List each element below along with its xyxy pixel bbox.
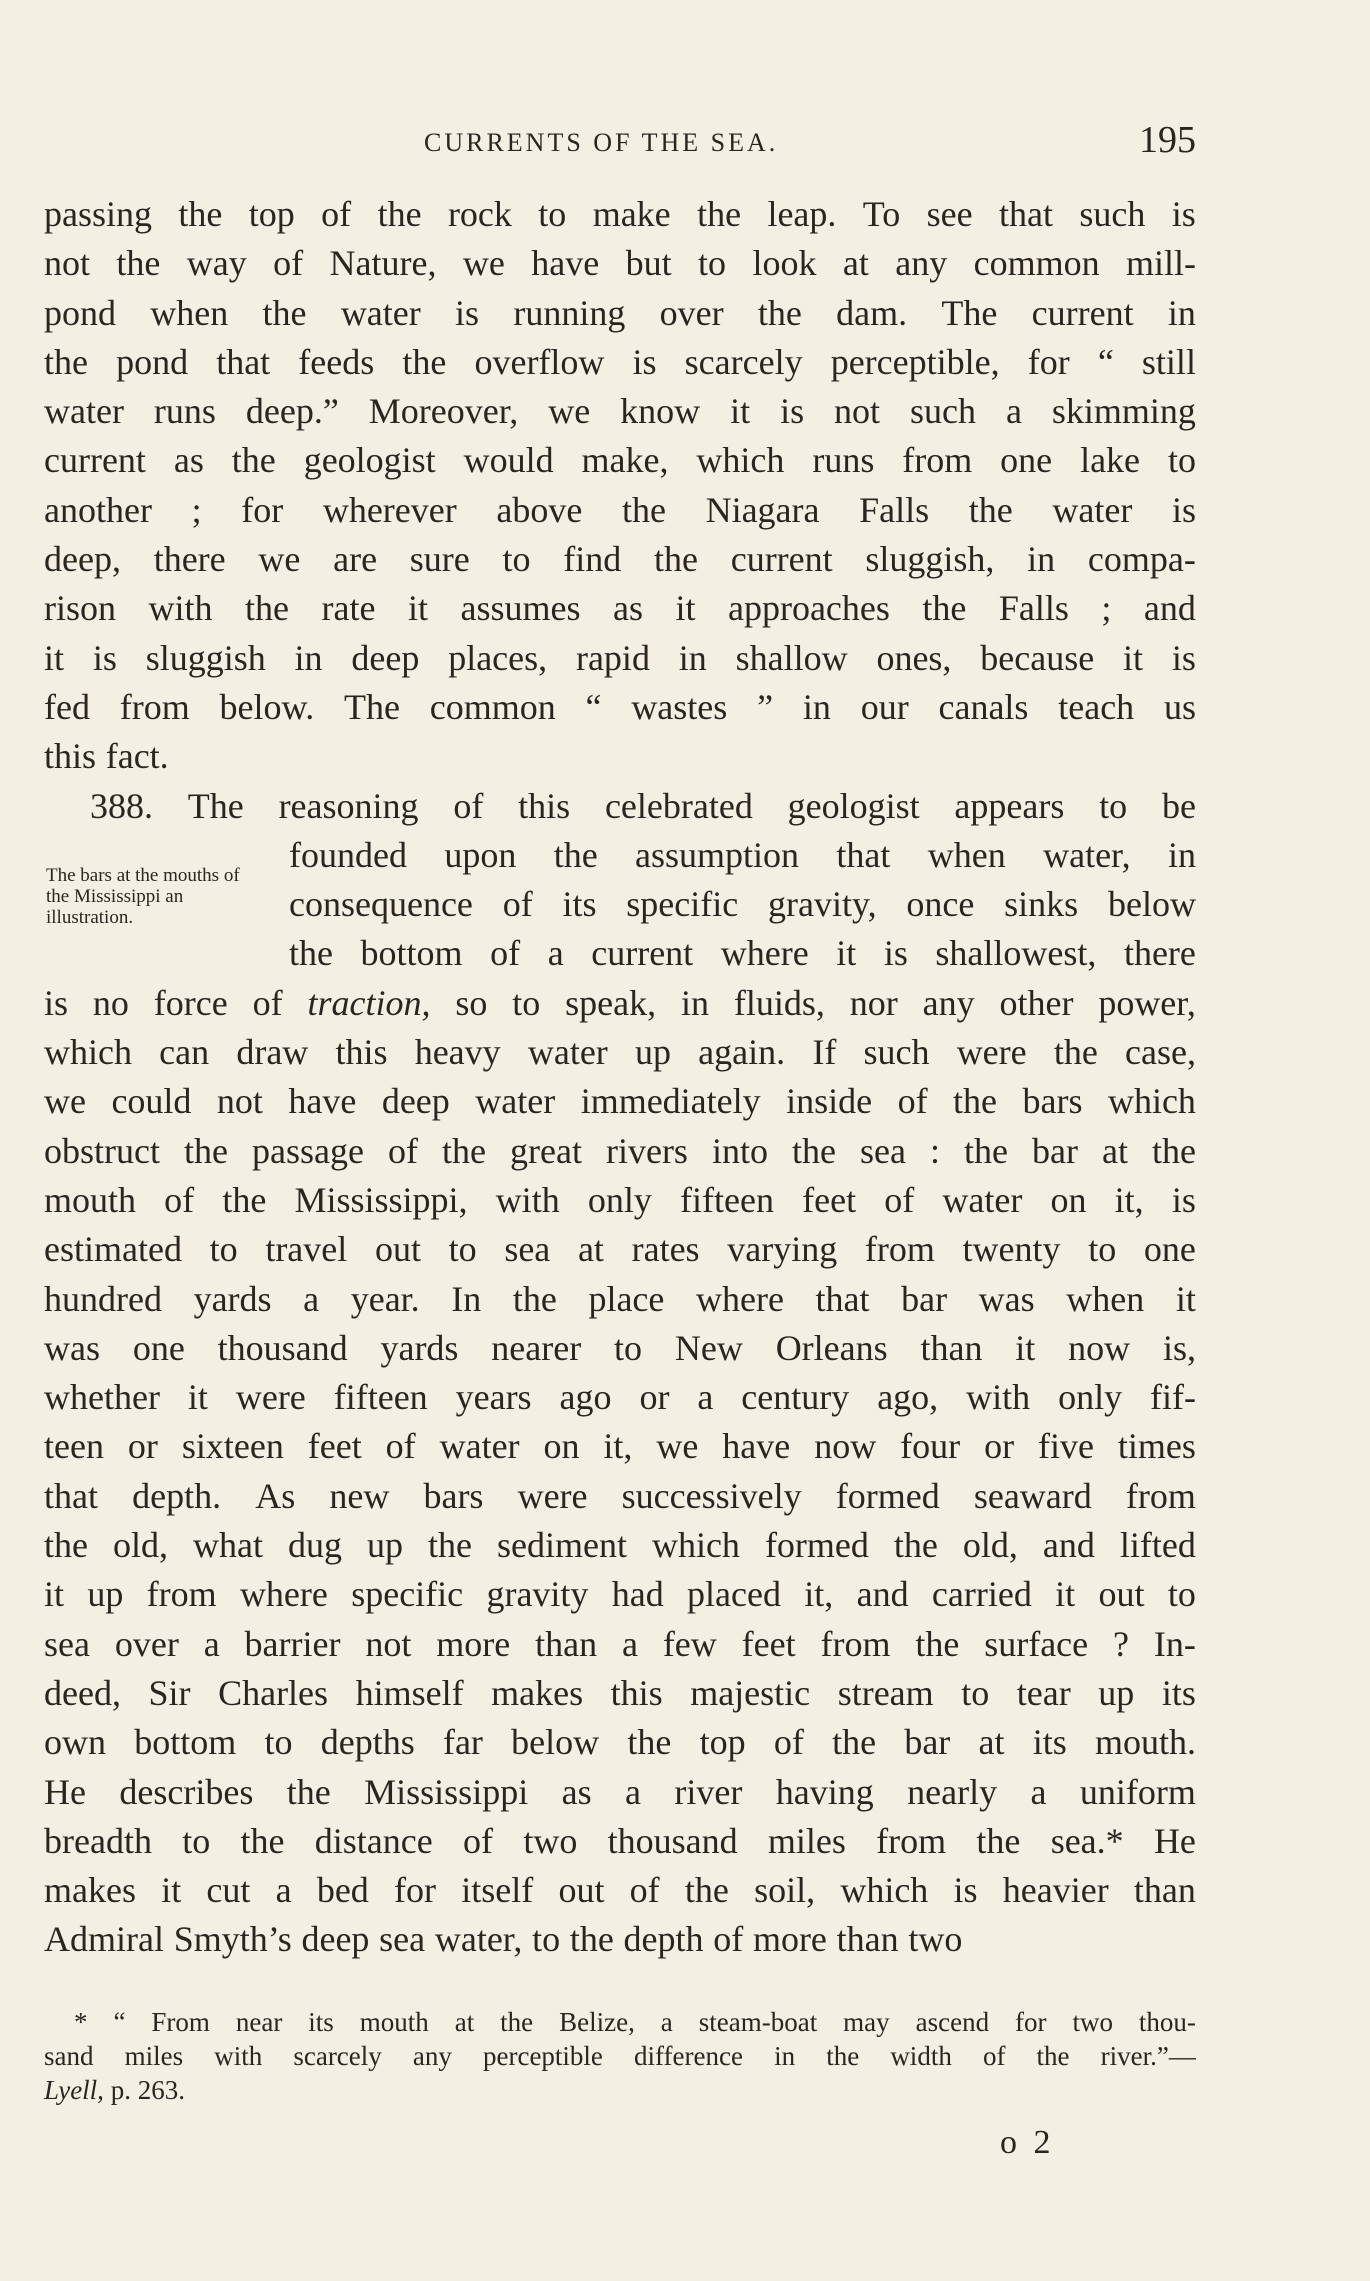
text-line: mouth of the Mississippi, with only fifteen feet of water on it, is bbox=[44, 1179, 1196, 1220]
text-line: current as the geologist would make, which runs from one lake to bbox=[44, 440, 1196, 481]
text-line: was one thousand yards nearer to New Orleans than it now is, bbox=[44, 1327, 1196, 1368]
text-line: the bottom of a current where it is shallowest, there bbox=[289, 933, 1196, 974]
text-line: this fact. bbox=[44, 736, 169, 777]
text-line: 388. The reasoning of this celebrated geologist appears to be bbox=[90, 785, 1196, 826]
text-line: sea over a barrier not more than a few feet from the surface ? In- bbox=[44, 1623, 1196, 1664]
body-text bbox=[44, 190, 1196, 1965]
signature-mark: o 2 bbox=[1000, 2124, 1055, 2161]
text-line: we could not have deep water immediately inside of the bars which bbox=[44, 1081, 1196, 1122]
text-line: makes it cut a bed for itself out of the soil, which is heavier than bbox=[44, 1870, 1196, 1911]
text-line: teen or sixteen feet of water on it, we have now four or five times bbox=[44, 1426, 1196, 1467]
text-line: Admiral Smyth’s deep sea water, to the depth of more than two bbox=[44, 1919, 963, 1960]
text-line: the pond that feeds the overflow is scarcely perceptible, for “ still bbox=[44, 341, 1196, 382]
text-line: water runs deep.” Moreover, we know it is not such a skimming bbox=[44, 391, 1196, 432]
footnote-line: Lyell, p. 263. bbox=[44, 2075, 185, 2105]
text-line: own bottom to depths far below the top of the bar at its mouth. bbox=[44, 1722, 1196, 1763]
text-line: deep, there we are sure to find the current sluggish, in compa- bbox=[44, 539, 1196, 580]
text-line: breadth to the distance of two thousand miles from the sea.* He bbox=[44, 1820, 1196, 1861]
text-line: pond when the water is running over the dam. The current in bbox=[44, 292, 1196, 333]
text-line: whether it were fifteen years ago or a century ago, with only fif- bbox=[44, 1377, 1196, 1418]
text-line: rison with the rate it assumes as it approaches the Falls ; and bbox=[44, 588, 1196, 629]
text-line: founded upon the assumption that when water, in bbox=[289, 834, 1196, 875]
text-line: He describes the Mississippi as a river having nearly a uniform bbox=[44, 1771, 1196, 1812]
text-line: it up from where specific gravity had placed it, and carried it out to bbox=[44, 1574, 1196, 1615]
text-line: the old, what dug up the sediment which formed the old, and lifted bbox=[44, 1525, 1196, 1566]
text-line: is no force of traction, so to speak, in fluids, nor any other power, bbox=[44, 982, 1196, 1023]
text-line: estimated to travel out to sea at rates varying from twenty to one bbox=[44, 1229, 1196, 1270]
margin-note: The bars at the mouths of the Mississippi an illustration. bbox=[46, 865, 240, 928]
footnote-line: sand miles with scarcely any perceptible difference in the width of the river.”— bbox=[44, 2041, 1196, 2071]
text-line: fed from below. The common “ wastes ” in our canals teach us bbox=[44, 686, 1196, 727]
running-head: CURRENTS OF THE SEA. bbox=[424, 128, 779, 157]
footnote bbox=[44, 2005, 1196, 2107]
page-header bbox=[44, 118, 1196, 168]
footnote-line: * “ From near its mouth at the Belize, a steam-boat may ascend for two thou- bbox=[74, 2007, 1196, 2037]
text-line: deed, Sir Charles himself makes this majestic stream to tear up its bbox=[44, 1672, 1196, 1713]
text-line: it is sluggish in deep places, rapid in shallow ones, because it is bbox=[44, 637, 1196, 678]
page-number: 195 bbox=[1139, 119, 1196, 161]
text-line: consequence of its specific gravity, once sinks below bbox=[289, 884, 1196, 925]
text-line: another ; for wherever above the Niagara Falls the water is bbox=[44, 489, 1196, 530]
text-line: which can draw this heavy water up again. If such were the case, bbox=[44, 1032, 1196, 1073]
text-line: hundred yards a year. In the place where that bar was when it bbox=[44, 1278, 1196, 1319]
text-line: not the way of Nature, we have but to look at any common mill- bbox=[44, 243, 1196, 284]
text-line: obstruct the passage of the great rivers into the sea : the bar at the bbox=[44, 1130, 1196, 1171]
text-line: passing the top of the rock to make the leap. To see that such is bbox=[44, 194, 1196, 234]
text-line: that depth. As new bars were successively formed seaward from bbox=[44, 1475, 1196, 1516]
